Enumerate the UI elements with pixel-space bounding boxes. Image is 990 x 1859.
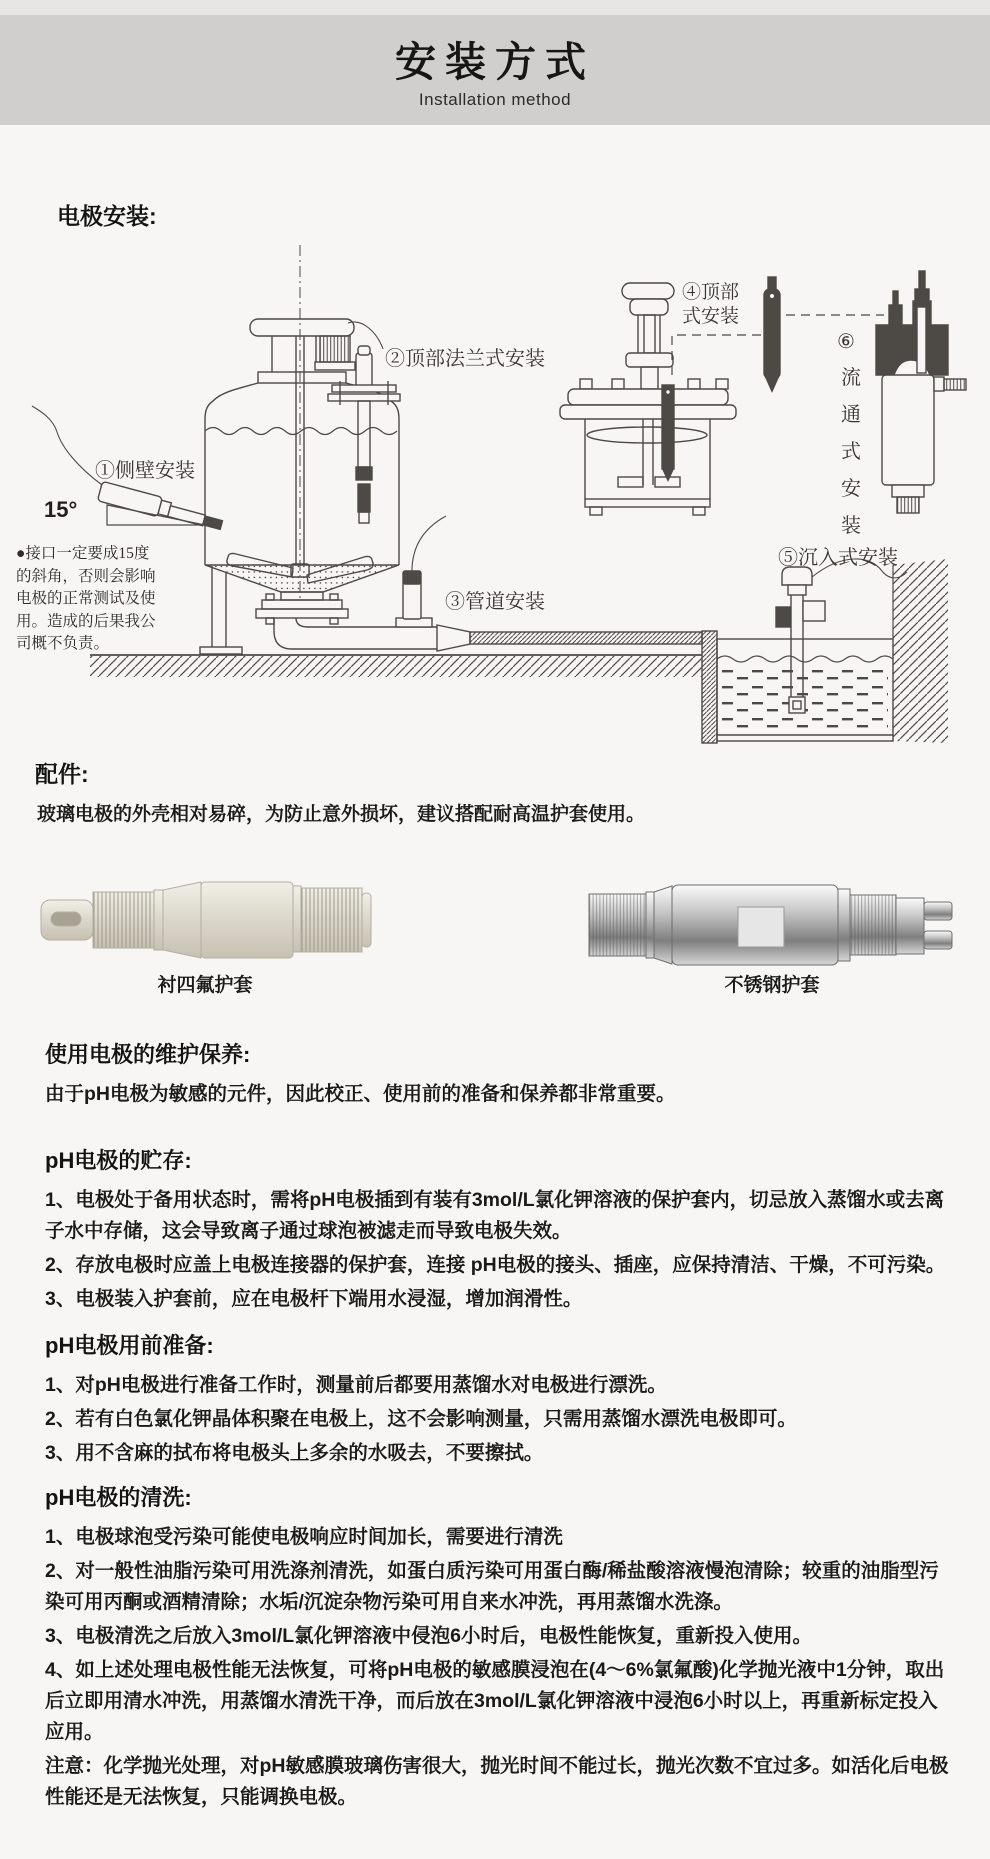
label-pipeline-install: ③管道安装 bbox=[445, 591, 545, 613]
steel-sheath-image bbox=[588, 882, 956, 966]
label-flow-install-number: ⑥ bbox=[837, 331, 855, 353]
page-title: 安装方式 bbox=[395, 39, 595, 85]
ptfe-sheath-label: 衬四氟护套 bbox=[157, 975, 253, 996]
label-submerged-install: ⑤沉入式安装 bbox=[778, 547, 898, 569]
preparation-item: 3、用不含麻的拭布将电极头上多余的水吸去，不要擦拭。 bbox=[45, 1442, 544, 1464]
storage-item: 1、电极处于备用状态时，需将pH电极插到有装有3mol/L氯化钾溶液的保护套内，切忌放入蒸馏水或去离子水中存储，这会导致离子通过球泡被滤走而导致电极失效。 bbox=[45, 1189, 945, 1242]
label-top-install-line2: 式安装 bbox=[682, 306, 740, 327]
cleaning-item: 2、对一般性油脂污染可用洗涤剂清洗，如蛋白质污染可用蛋白酶/稀盐酸溶液慢泡清除；较重的油脂型污染可用丙酮或酒精清除；水垢/沉淀杂物污染可用自来水冲洗，再用蒸馏水洗涤。 bbox=[45, 1560, 939, 1613]
maintenance-section bbox=[45, 1040, 957, 1816]
cleaning-item: 1、电极球泡受污染可能使电极响应时间加长，需要进行清洗 bbox=[45, 1526, 563, 1548]
label-angle-15deg: 15° bbox=[44, 497, 78, 522]
electrode-install-heading: 电极安装: bbox=[57, 203, 157, 229]
accessories-heading: 配件: bbox=[35, 761, 89, 787]
top-strip bbox=[0, 0, 990, 15]
maintenance-heading: 使用电极的维护保养: bbox=[45, 1042, 251, 1067]
label-side-wall-install: ①侧壁安装 bbox=[95, 460, 195, 482]
cleaning-note: 注意：化学抛光处理，对pH敏感膜玻璃伤害很大，抛光时间不能过长，抛光次数不宜过多。如活化后电极性能还是无法恢复，只能调换电极。 bbox=[45, 1755, 949, 1808]
steel-sheath-label: 不锈钢护套 bbox=[724, 975, 820, 996]
label-top-flange-install: ②顶部法兰式安装 bbox=[385, 348, 545, 370]
installation-diagram bbox=[0, 235, 990, 750]
storage-item: 3、电极装入护套前，应在电极杆下端用水浸湿，增加润滑性。 bbox=[45, 1288, 583, 1310]
ptfe-sheath-image bbox=[40, 876, 372, 968]
cleaning-heading: pH电极的清洗: bbox=[45, 1485, 192, 1510]
maintenance-intro: 由于pH电极为敏感的元件，因此校正、使用前的准备和保养都非常重要。 bbox=[45, 1083, 676, 1105]
label-flow-install-vertical: 流 通 式 安 装 bbox=[841, 367, 861, 537]
angle-warning-note: ●接口一定要成15度 的斜角，否则会影响 电极的正常测试及使 用。造成的后果我公 司概不负责。 bbox=[16, 545, 156, 652]
header-band bbox=[0, 15, 990, 125]
accessories-description: 玻璃电极的外壳相对易碎，为防止意外损坏，建议搭配耐高温护套使用。 bbox=[37, 804, 646, 825]
preparation-item: 2、若有白色氯化钾晶体积聚在电极上，这不会影响测量，只需用蒸馏水漂洗电极即可。 bbox=[45, 1408, 797, 1430]
storage-heading: pH电极的贮存: bbox=[45, 1148, 192, 1173]
cleaning-item: 4、如上述处理电极性能无法恢复，可将pH电极的敏感膜浸泡在(4～6%氯氟酸)化学抛光液中1分钟，取出后立即用清水冲洗，用蒸馏水清洗干净，而后放在3mol/L氯化钾溶液中浸泡6小时以上，再重新标定投入应用。 bbox=[45, 1659, 945, 1743]
storage-item: 2、存放电极时应盖上电极连接器的保护套，连接 pH电极的接头、插座，应保持清洁、干燥，不可污染。 bbox=[45, 1254, 946, 1276]
page-subtitle: Installation method bbox=[418, 90, 572, 109]
cleaning-item: 3、电极清洗之后放入3mol/L氯化钾溶液中侵泡6小时后，电极性能恢复，重新投入使用。 bbox=[45, 1625, 813, 1647]
label-top-install-line1: ④顶部 bbox=[682, 282, 740, 303]
preparation-heading: pH电极用前准备: bbox=[45, 1333, 214, 1358]
preparation-item: 1、对pH电极进行准备工作时，测量前后都要用蒸馏水对电极进行漂洗。 bbox=[45, 1374, 667, 1396]
